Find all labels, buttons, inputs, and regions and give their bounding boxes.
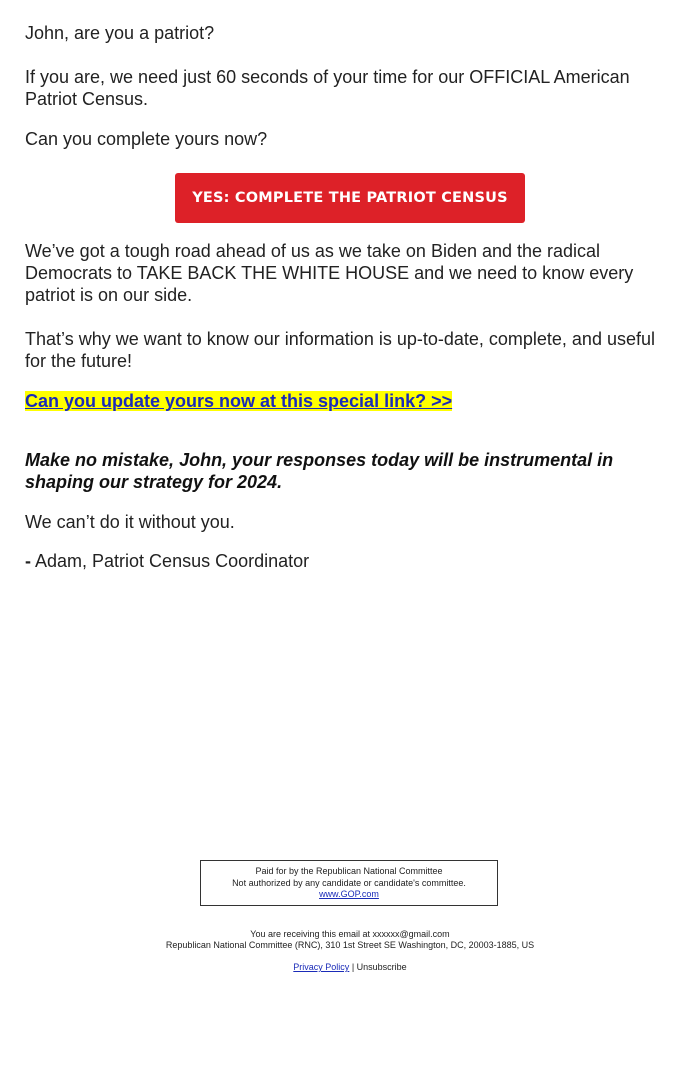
- body-paragraph-2: That’s why we want to know our information is up-to-date, complete, and useful for the future!: [25, 329, 655, 371]
- paid-for-text: Paid for by the Republican National Committee: [255, 866, 443, 876]
- receiving-notice: You are receiving this email at xxxxxx@gmail.com: [250, 929, 450, 939]
- intro-paragraph: If you are, we need just 60 seconds of your time for our OFFICIAL American Patriot Census.: [25, 67, 630, 109]
- complete-census-button[interactable]: YES: COMPLETE THE PATRIOT CENSUS: [175, 173, 525, 223]
- closing-paragraph: We can’t do it without you.: [25, 512, 235, 532]
- paid-for-disclaimer-box: [200, 860, 498, 906]
- body-paragraph-1: We’ve got a tough road ahead of us as we take on Biden and the radical Democrats to TAKE BACK THE WHITE HOUSE and we need to know every patriot is on our side.: [25, 241, 634, 305]
- footer-separator: |: [349, 962, 357, 972]
- unsubscribe-link[interactable]: Unsubscribe: [356, 962, 407, 972]
- rnc-address: Republican National Committee (RNC), 310 1st Street SE Washington, DC, 20003-1885, US: [165, 940, 535, 950]
- cta-container: [175, 173, 525, 223]
- emphasis-paragraph: Make no mistake, John, your responses today will be instrumental in shaping our strategy for 2024.: [25, 450, 614, 492]
- not-authorized-text: Not authorized by any candidate or candidate's committee.: [232, 877, 466, 888]
- footer-links: [0, 962, 700, 973]
- special-link[interactable]: Can you update yours now at this special link? >>: [25, 391, 453, 411]
- signature-name: Adam, Patriot Census Coordinator: [31, 551, 310, 571]
- special-link-paragraph: [25, 390, 665, 412]
- signature: [25, 550, 665, 572]
- signature-dash: -: [25, 551, 31, 571]
- ask-paragraph: Can you complete yours now?: [25, 129, 268, 149]
- privacy-policy-link[interactable]: Privacy Policy: [293, 962, 350, 972]
- footer-info: [0, 929, 700, 951]
- greeting-text: John, are you a patriot?: [25, 23, 215, 43]
- gop-site-link[interactable]: www.GOP.com: [319, 889, 379, 899]
